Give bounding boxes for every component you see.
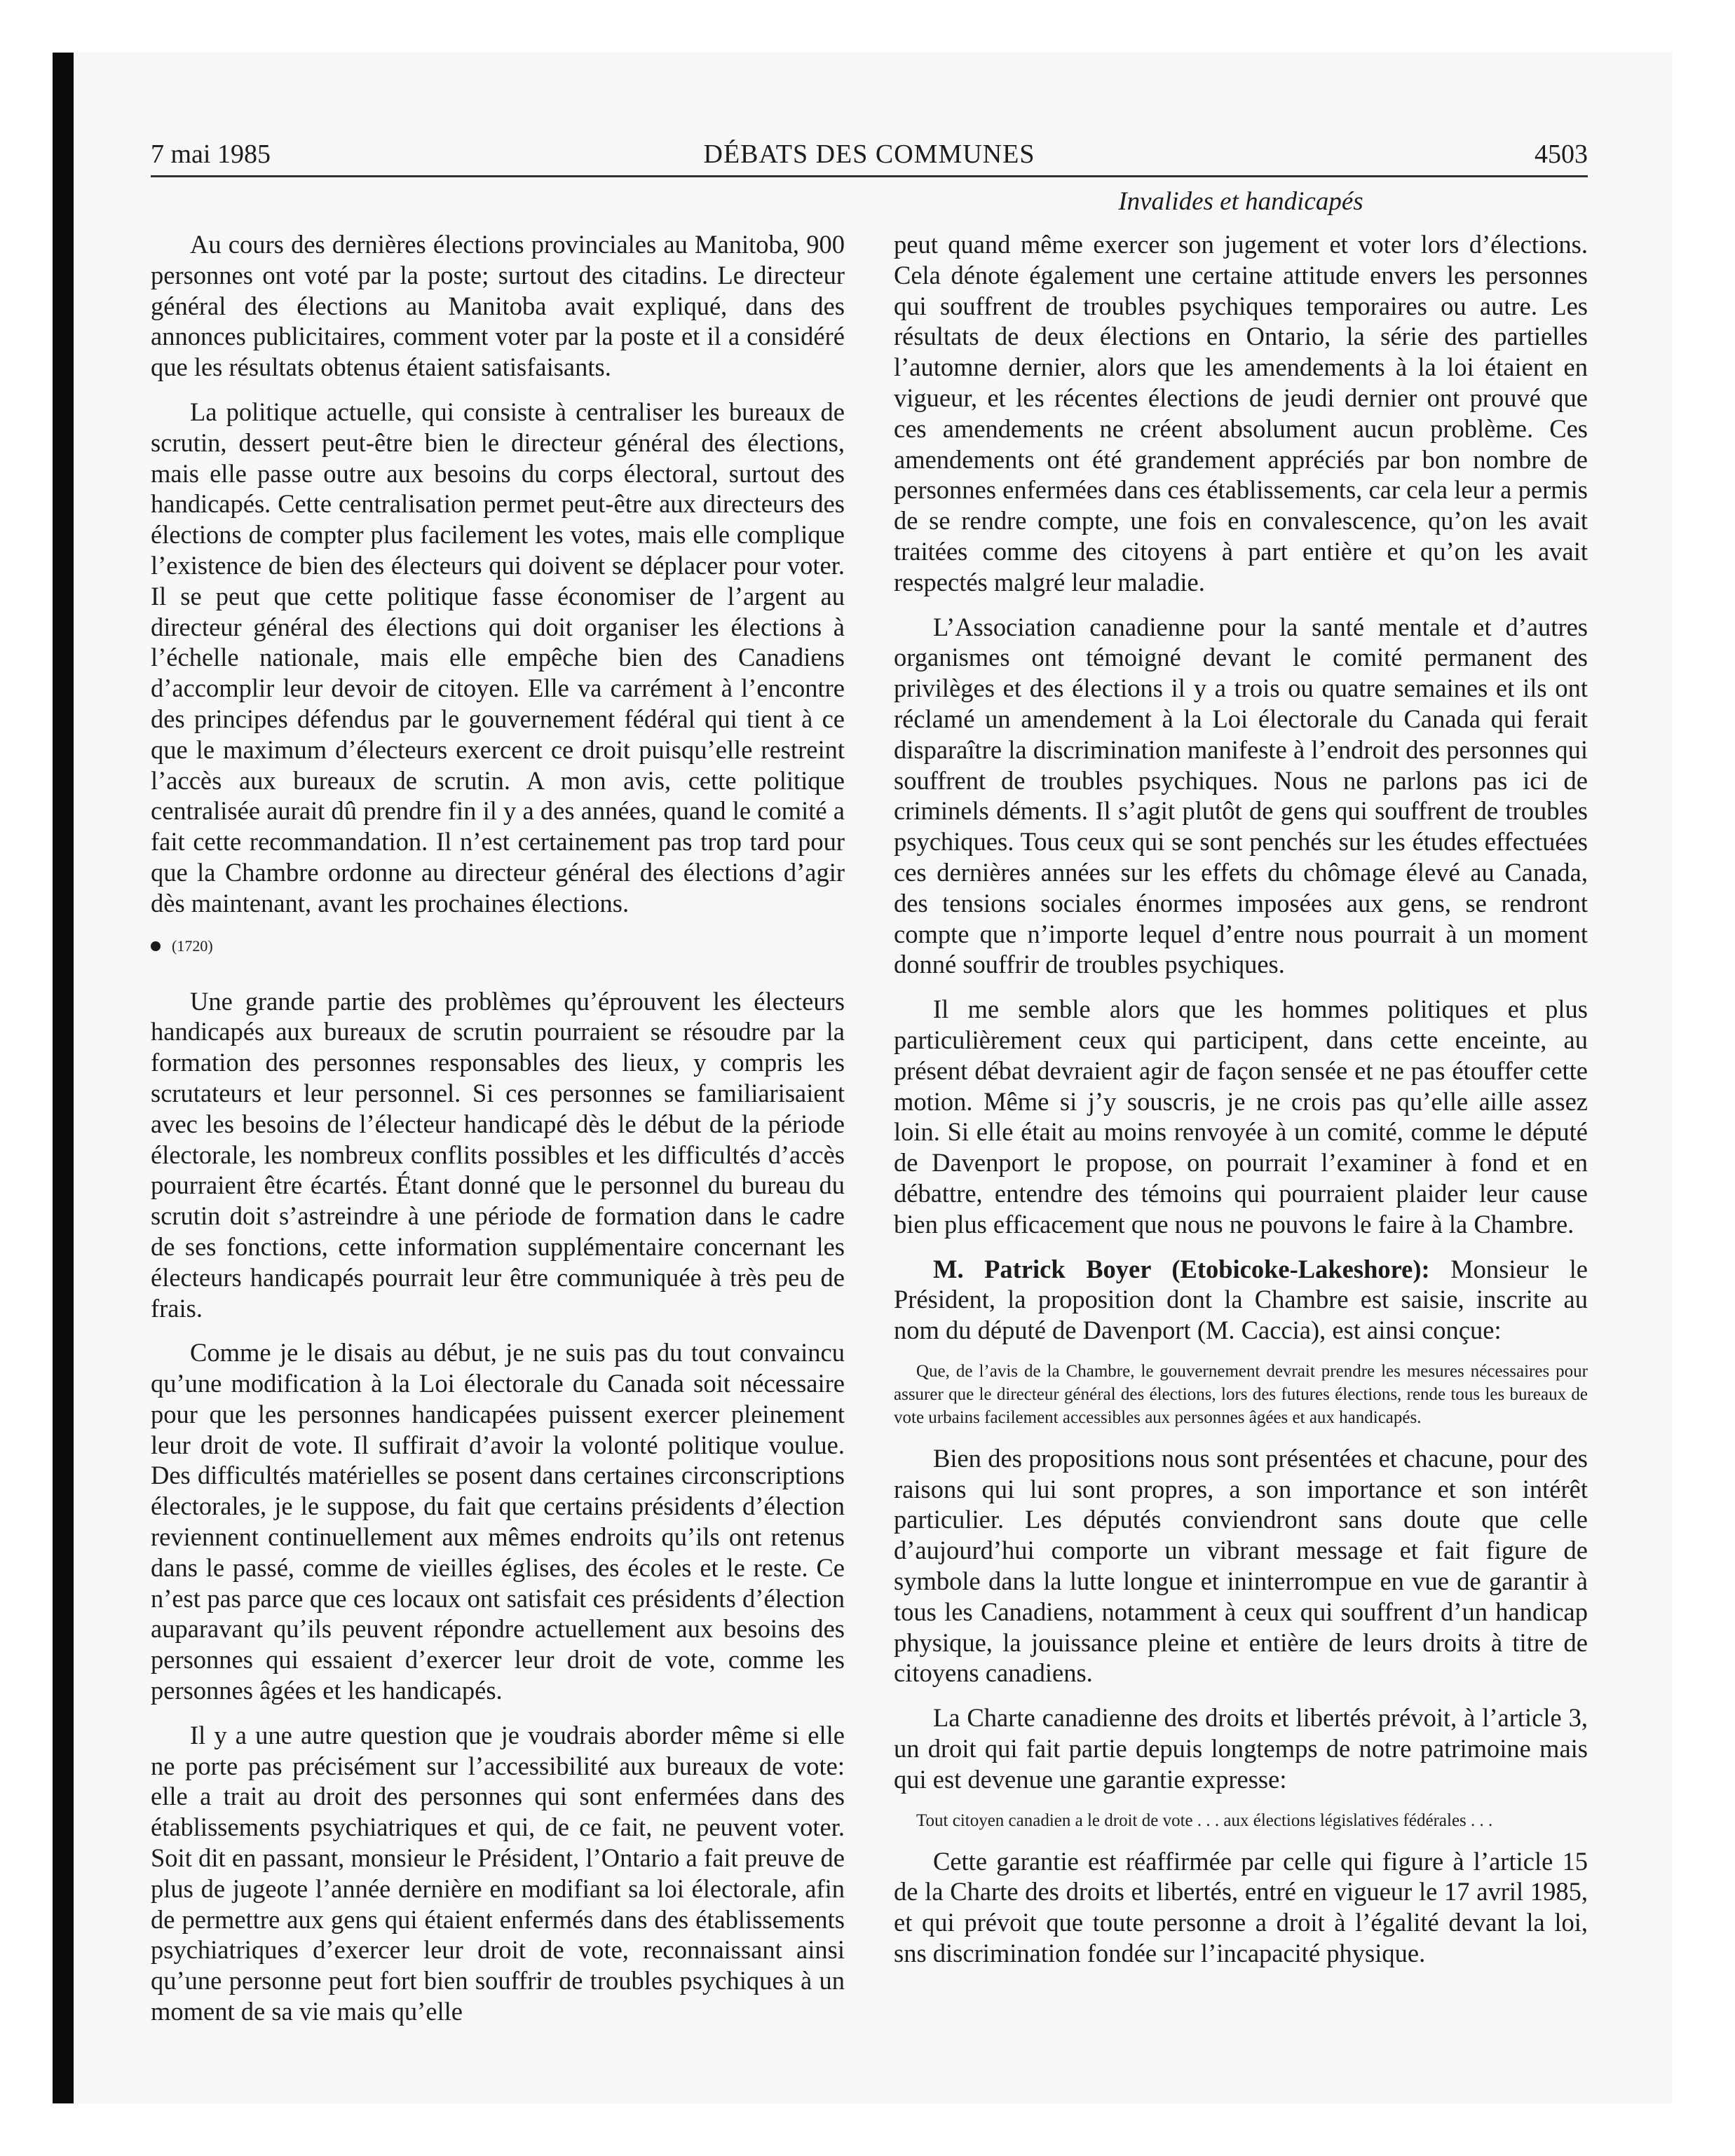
header-date: 7 mai 1985 (151, 139, 271, 169)
paragraph: La Charte canadienne des droits et libertés prévoit, à l’article 3, un droit qui fait partie depuis longtemps de notre patrimoine mais qui est devenue une garantie expresse: (894, 1703, 1588, 1794)
time-marker (151, 936, 845, 957)
page-header (151, 133, 1588, 177)
header-title: DÉBATS DES COMMUNES (703, 139, 1035, 169)
paragraph: Il me semble alors que les hommes politiques et plus particulièrement ceux qui participent, dans cette enceinte, au présent débat devraient agir de façon sensée et ne pas étouffer cette motion. Même si j’y souscris, je ne crois pas qu’elle aille assez loin. Si elle était au moins renvoyée à un comité, comme le député de Davenport le propose, on pourrait l’examiner à fond et en débattre, entendre des témoins qui pourraient plaider leur cause bien plus efficacement que nous ne pouvons le faire à la Chambre. (894, 995, 1588, 1239)
scanned-page (53, 53, 1672, 2103)
paragraph: Au cours des dernières élections provinciales au Manitoba, 900 personnes ont voté par la poste; surtout des citadins. Le directeur général des élections au Manitoba avait expliqué, dans des annonces publicitaires, comment voter par la poste et il a considéré que les résultats obtenus étaient satisfaisants. (151, 230, 845, 382)
left-column (151, 229, 845, 2041)
paragraph: Comme je le disais au début, je ne suis pas du tout convaincu qu’une modification à la Loi électorale du Canada soit nécessaire pour que les personnes handicapées puissent exercer pleinement leur droit de vote. Il suffirait d’avoir la volonté politique voulue. Des difficultés matérielles se posent dans certaines circonscriptions électorales, je le suppose, du fait que certains présidents d’élection reviennent continuellement aux mêmes endroits qu’ils ont retenus dans le passé, comme de vieilles églises, des écoles et le reste. Ce n’est pas parce que ces locaux ont satisfait ces présidents d’élection auparavant qu’ils peuvent répondre actuellement aux besoins des personnes qui essaient d’exercer leur droit de vote, comme les personnes âgées et les handicapés. (151, 1338, 845, 1705)
time-marker-label: (1720) (172, 936, 213, 955)
paragraph: Cette garantie est réaffirmée par celle qui figure à l’article 15 de la Charte des droits et libertés, entré en vigueur le 17 avril 1985, et qui prévoit que toute personne a droit à l’égalité devant la loi, sns discrimination fondée sur l’incapacité physique. (894, 1846, 1588, 1968)
paragraph: La politique actuelle, qui consiste à centraliser les bureaux de scrutin, dessert peut-être bien le directeur général des élections, mais elle passe outre aux besoins du corps électoral, surtout des handicapés. Cette centralisation permet peut-être aux directeurs des élections de compter plus facilement les votes, mais elle complique l’existence de bien des électeurs qui doivent se déplacer pour voter. Il se peut que cette politique fasse économiser de l’argent au directeur général des élections qui doit organiser les élections à l’échelle nationale, mais elle empêche bien des Canadiens d’accomplir leur devoir de citoyen. Elle va carrément à l’encontre des principes défendus par le gouvernement fédéral qui tient à ce que le maximum d’électeurs exercent ce droit puisqu’elle restreint l’accès aux bureaux de scrutin. A mon avis, cette politique centralisée aurait dû prendre fin il y a des années, quand le comité a fait cette recommandation. Il n’est certainement pas trop tard pour que la Chambre ordonne au directeur général des élections d’agir dès maintenant, avant les prochaines élections. (151, 397, 845, 917)
bullet-icon (151, 941, 161, 951)
page-binding-edge (53, 53, 74, 2103)
paragraph: Une grande partie des problèmes qu’éprouvent les électeurs handicapés aux bureaux de scrutin pourraient se résoudre par la formation des personnes responsables des lieux, y compris les scrutateurs et leur personnel. Si ces personnes se familiarisaient avec les besoins de l’électeur handicapé dès le début de la période électorale, les nombreux conflits possibles et les difficultés d’accès pourraient être écartés. Étant donné que le personnel du bureau du scrutin doit s’astreindre à une période de formation dans le cadre de ses fonctions, cette information supplémentaire concernant les électeurs handicapés pourrait leur être communiquée à très peu de frais. (151, 986, 845, 1323)
speaker-paragraph (894, 1254, 1588, 1346)
charter-quote: Tout citoyen canadien a le droit de vote . . . aux élections législatives fédérales . . . (916, 1810, 1493, 1830)
paragraph: Bien des propositions nous sont présentées et chacune, pour des raisons qui lui sont propres, a son importance et son intérêt particulier. Les députés conviendront sans doute que celle d’aujourd’hui comporte un vibrant message et fait figure de symbole dans la lutte longue et ininterrompue en vue de garantir à tous les Canadiens, notamment à ceux qui souffrent d’un handicap physique, la jouissance pleine et entière de leurs droits à titre de citoyens canadiens. (894, 1443, 1588, 1688)
paragraph: L’Association canadienne pour la santé mentale et d’autres organismes ont témoigné devant le comité permanent des privilèges et des élections il y a trois ou quatre semaines et ils ont réclamé un amendement à la Loi électorale du Canada qui ferait disparaître la discrimination manifeste à l’endroit des personnes qui souffrent de troubles psychiques. Nous ne parlons pas ici de criminels déments. Il s’agit plutôt de gens qui souffrent de troubles psychiques. Tous ceux qui se sont penchés sur les études effectuées ces dernières années sur les effets du chômage élevé au Canada, des tensions sociales énormes imposées aux gens, se rendront compte que n’importe lequel d’entre nous pourrait à un moment donné souffrir de troubles psychiques. (894, 612, 1588, 979)
motion-quote: Que, de l’avis de la Chambre, le gouvernement devrait prendre les mesures nécessaires pour assurer que le directeur général des élections, lors des futures élections, rende tous les bureaux de vote urbains facilement accessibles aux personnes âgées et aux handicapés. (894, 1361, 1588, 1427)
section-title: Invalides et handicapés (1118, 187, 1363, 216)
speaker-name: M. Patrick Boyer (Etobicoke-Lakeshore): (933, 1254, 1430, 1283)
right-column (894, 229, 1588, 1983)
paragraph: peut quand même exercer son jugement et voter lors d’élections. Cela dénote également une certaine attitude envers les personnes qui souffrent de troubles psychiques temporaires ou autre. Les résultats de deux élections en Ontario, la série des partielles l’automne dernier, alors que les amendements à la loi étaient en vigueur, et les récentes élections de jeudi dernier ont prouvé que ces amendements ne créent absolument aucun problème. Ces amendements ont été grandement appréciés par bon nombre de personnes enfermées dans ces établissements, car cela leur a permis de se rendre compte, une fois en convalescence, qu’on les avait traitées comme des citoyens à part entière et qu’on les avait respectés malgré leur maladie. (894, 230, 1588, 596)
page-number: 4503 (1535, 139, 1588, 169)
paragraph: Il y a une autre question que je voudrais aborder même si elle ne porte pas précisément sur l’accessibilité aux bureaux de vote: elle a trait au droit des personnes qui sont enfermées dans des établissements psychiatriques et qui, de ce fait, ne peuvent voter. Soit dit en passant, monsieur le Président, l’Ontario a fait preuve de plus de jugeote l’année dernière en modifiant sa loi électorale, afin de permettre aux gens qui étaient enfermés dans des établissements psychiatriques d’exercer leur droit de vote, reconnaissant ainsi qu’une personne peut fort bien souffrir de troubles psychiques à un moment de sa vie mais qu’elle (151, 1720, 845, 2026)
speaker-text: Monsieur le Président, la proposition dont la Chambre est saisie, inscrite au nom du député de Davenport (M. Caccia), est ainsi conçue: (894, 1254, 1588, 1345)
